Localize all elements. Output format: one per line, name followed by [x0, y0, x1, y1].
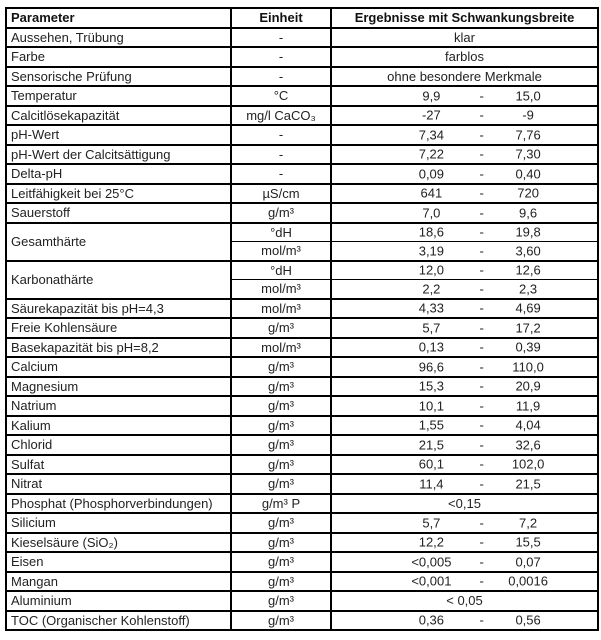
header-ergebnisse: Ergebnisse mit Schwankungsbreite: [331, 8, 598, 28]
header-einheit: Einheit: [231, 8, 331, 28]
param-cell: Farbe: [6, 47, 231, 67]
table-row: [6, 552, 598, 572]
result-cell: [331, 203, 598, 223]
result-cell: [331, 591, 598, 611]
value-max: 7,30: [515, 146, 541, 162]
range-dash: -: [479, 612, 484, 628]
value-max: 0,40: [515, 166, 541, 182]
result-cell: [331, 106, 598, 126]
result-cell: [331, 145, 598, 165]
value-min: 96,6: [418, 359, 445, 375]
table-row: [6, 455, 598, 475]
range-dash: -: [479, 339, 484, 355]
value-max: 20,9: [515, 378, 541, 394]
unit-cell: mol/m³: [231, 280, 331, 299]
table-row: [6, 223, 598, 242]
range-dash: -: [479, 554, 484, 570]
param-cell: pH-Wert der Calcitsättigung: [6, 145, 231, 165]
unit-cell: µS/cm: [231, 184, 331, 204]
unit-cell: mol/m³: [231, 299, 331, 319]
value-min: 2,2: [422, 281, 441, 297]
value-min: 12,0: [418, 262, 445, 278]
param-cell: Säurekapazität bis pH=4,3: [6, 299, 231, 319]
value-max: 11,9: [515, 398, 541, 414]
unit-cell: g/m³: [231, 591, 331, 611]
value-min: <0,005: [411, 554, 452, 570]
value-min: 641: [420, 185, 443, 201]
table-row: [6, 299, 598, 319]
result-cell: [331, 357, 598, 377]
value-max: 15,5: [515, 534, 541, 550]
unit-cell: g/m³: [231, 357, 331, 377]
result-cell: [331, 184, 598, 204]
unit-cell: g/m³: [231, 396, 331, 416]
range-dash: -: [479, 300, 484, 316]
result-cell: [331, 513, 598, 533]
unit-cell: g/m³ P: [231, 494, 331, 514]
param-cell: Sauerstoff: [6, 203, 231, 223]
param-cell: Calcitlösekapazität: [6, 106, 231, 126]
table-body: [6, 28, 598, 631]
table-row: [6, 318, 598, 338]
param-cell: pH-Wert: [6, 125, 231, 145]
result-cell: [331, 474, 598, 494]
param-cell: TOC (Organischer Kohlenstoff): [6, 611, 231, 631]
param-cell: Freie Kohlensäure: [6, 318, 231, 338]
range-dash: -: [479, 476, 484, 492]
unit-cell: -: [231, 125, 331, 145]
value-max: 32,6: [515, 437, 541, 453]
result-cell: [331, 223, 598, 242]
range-dash: -: [479, 398, 484, 414]
result-cell: [331, 261, 598, 280]
range-dash: -: [479, 243, 484, 259]
param-cell: Calcium: [6, 357, 231, 377]
param-cell: Gesamthärte: [6, 223, 231, 261]
unit-cell: mol/m³: [231, 338, 331, 358]
value-max: 0,39: [515, 339, 541, 355]
unit-cell: g/m³: [231, 533, 331, 553]
unit-cell: mg/l CaCO₃: [231, 106, 331, 126]
range-dash: -: [479, 205, 484, 221]
value-max: 19,8: [515, 224, 541, 240]
result-cell: [331, 164, 598, 184]
value-max: 4,04: [515, 417, 541, 433]
value-max: 0,0016: [508, 573, 548, 589]
table-row: [6, 474, 598, 494]
unit-cell: g/m³: [231, 377, 331, 397]
value-max: 17,2: [515, 320, 541, 336]
param-cell: Eisen: [6, 552, 231, 572]
unit-cell: g/m³: [231, 455, 331, 475]
unit-cell: -: [231, 47, 331, 67]
table-row: [6, 611, 598, 631]
range-dash: -: [479, 224, 484, 240]
value-single: farblos: [444, 49, 485, 65]
table-row: [6, 435, 598, 455]
range-dash: -: [479, 378, 484, 394]
table-row: [6, 357, 598, 377]
value-max: 720: [517, 185, 539, 201]
table-row: [6, 591, 598, 611]
range-dash: -: [479, 107, 484, 123]
range-dash: -: [479, 515, 484, 531]
table-row: [6, 86, 598, 106]
table-row: [6, 396, 598, 416]
table-row: [6, 184, 598, 204]
table-row: [6, 67, 598, 87]
value-single: ohne besondere Merkmale: [387, 68, 542, 84]
header-parameter: Parameter: [6, 8, 231, 28]
value-min: 60,1: [418, 456, 445, 472]
table-row: [6, 125, 598, 145]
unit-cell: -: [231, 145, 331, 165]
value-max: 4,69: [515, 300, 541, 316]
range-dash: -: [479, 437, 484, 453]
value-min: 7,0: [422, 205, 441, 221]
unit-cell: -: [231, 164, 331, 184]
unit-cell: °dH: [231, 223, 331, 242]
param-cell: Delta-pH: [6, 164, 231, 184]
table-row: [6, 513, 598, 533]
result-cell: [331, 494, 598, 514]
result-cell: [331, 280, 598, 299]
unit-cell: g/m³: [231, 513, 331, 533]
value-min: 10,1: [418, 398, 445, 414]
table-row: [6, 145, 598, 165]
value-min: 18,6: [418, 224, 445, 240]
value-min: 5,7: [422, 320, 441, 336]
table-row: [6, 47, 598, 67]
table-row: [6, 28, 598, 48]
value-min: 3,19: [418, 243, 445, 259]
range-dash: -: [479, 146, 484, 162]
result-cell: [331, 533, 598, 553]
value-min: 7,34: [418, 127, 445, 143]
param-cell: Nitrat: [6, 474, 231, 494]
water-parameters-table: [5, 7, 599, 631]
param-cell: Sulfat: [6, 455, 231, 475]
value-max: 110,0: [512, 359, 544, 375]
result-cell: [331, 396, 598, 416]
param-cell: Temperatur: [6, 86, 231, 106]
range-dash: -: [479, 417, 484, 433]
result-cell: [331, 47, 598, 67]
value-single: klar: [454, 29, 475, 45]
unit-cell: g/m³: [231, 474, 331, 494]
result-cell: [331, 572, 598, 592]
value-max: 15,0: [515, 88, 541, 104]
value-max: 7,2: [519, 515, 538, 531]
unit-cell: g/m³: [231, 416, 331, 436]
result-cell: [331, 67, 598, 87]
param-cell: Sensorische Prüfung: [6, 67, 231, 87]
result-cell: [331, 377, 598, 397]
table-row: [6, 338, 598, 358]
table-header: [6, 8, 598, 28]
value-min: 5,7: [422, 515, 441, 531]
table-row: [6, 416, 598, 436]
param-cell: Leitfähigkeit bei 25°C: [6, 184, 231, 204]
result-cell: [331, 416, 598, 436]
param-cell: Magnesium: [6, 377, 231, 397]
value-min: 9,9: [422, 88, 441, 104]
result-cell: [331, 338, 598, 358]
value-max: 3,60: [515, 243, 541, 259]
value-max: 12,6: [515, 262, 541, 278]
unit-cell: °dH: [231, 261, 331, 280]
value-max: 2,3: [519, 281, 538, 297]
range-dash: -: [479, 359, 484, 375]
result-cell: [331, 611, 598, 631]
result-cell: [331, 125, 598, 145]
result-cell: [331, 455, 598, 475]
param-cell: Karbonathärte: [6, 261, 231, 299]
value-max: 0,56: [515, 612, 541, 628]
unit-cell: g/m³: [231, 552, 331, 572]
result-cell: [331, 242, 598, 261]
param-cell: Kieselsäure (SiO₂): [6, 533, 231, 553]
value-min: 0,13: [418, 339, 445, 355]
unit-cell: mol/m³: [231, 242, 331, 261]
value-min: 12,2: [418, 534, 445, 550]
param-cell: Mangan: [6, 572, 231, 592]
range-dash: -: [479, 262, 484, 278]
unit-cell: g/m³: [231, 203, 331, 223]
table-row: [6, 572, 598, 592]
range-dash: -: [479, 534, 484, 550]
value-max: 21,5: [515, 476, 541, 492]
value-min: -27: [421, 107, 441, 123]
value-min: 1,55: [418, 417, 445, 433]
table-row: [6, 377, 598, 397]
value-min: 0,09: [418, 166, 445, 182]
unit-cell: °C: [231, 86, 331, 106]
value-max: -9: [522, 107, 534, 123]
param-cell: Kalium: [6, 416, 231, 436]
header-row: [6, 8, 598, 28]
table-row: [6, 164, 598, 184]
range-dash: -: [479, 456, 484, 472]
value-max: 0,07: [515, 554, 541, 570]
table-row: [6, 106, 598, 126]
value-min: 21,5: [418, 437, 445, 453]
unit-cell: g/m³: [231, 318, 331, 338]
value-min: 0,36: [418, 612, 445, 628]
unit-cell: -: [231, 28, 331, 48]
range-dash: -: [479, 281, 484, 297]
value-min: 15,3: [418, 378, 445, 394]
value-max: 102,0: [511, 456, 545, 472]
param-cell: Aussehen, Trübung: [6, 28, 231, 48]
value-single: <0,15: [448, 495, 481, 511]
value-min: 7,22: [418, 146, 445, 162]
unit-cell: g/m³: [231, 611, 331, 631]
value-min: <0,001: [411, 573, 452, 589]
table-row: [6, 261, 598, 280]
result-cell: [331, 86, 598, 106]
range-dash: -: [479, 320, 484, 336]
value-single: < 0,05: [446, 593, 483, 609]
result-cell: [331, 28, 598, 48]
param-cell: Silicium: [6, 513, 231, 533]
result-cell: [331, 435, 598, 455]
param-cell: Natrium: [6, 396, 231, 416]
table-row: [6, 203, 598, 223]
result-cell: [331, 552, 598, 572]
param-cell: Phosphat (Phosphorverbindungen): [6, 494, 231, 514]
unit-cell: -: [231, 67, 331, 87]
param-cell: Chlorid: [6, 435, 231, 455]
result-cell: [331, 299, 598, 319]
param-cell: Basekapazität bis pH=8,2: [6, 338, 231, 358]
table-row: [6, 494, 598, 514]
param-cell: Aluminium: [6, 591, 231, 611]
value-max: 9,6: [519, 205, 538, 221]
table-row: [6, 533, 598, 553]
value-max: 7,76: [515, 127, 541, 143]
range-dash: -: [479, 573, 484, 589]
range-dash: -: [479, 127, 484, 143]
result-cell: [331, 318, 598, 338]
range-dash: -: [479, 185, 484, 201]
unit-cell: g/m³: [231, 435, 331, 455]
unit-cell: g/m³: [231, 572, 331, 592]
range-dash: -: [479, 88, 484, 104]
value-min: 11,4: [419, 476, 444, 492]
range-dash: -: [479, 166, 484, 182]
value-min: 4,33: [418, 300, 445, 316]
